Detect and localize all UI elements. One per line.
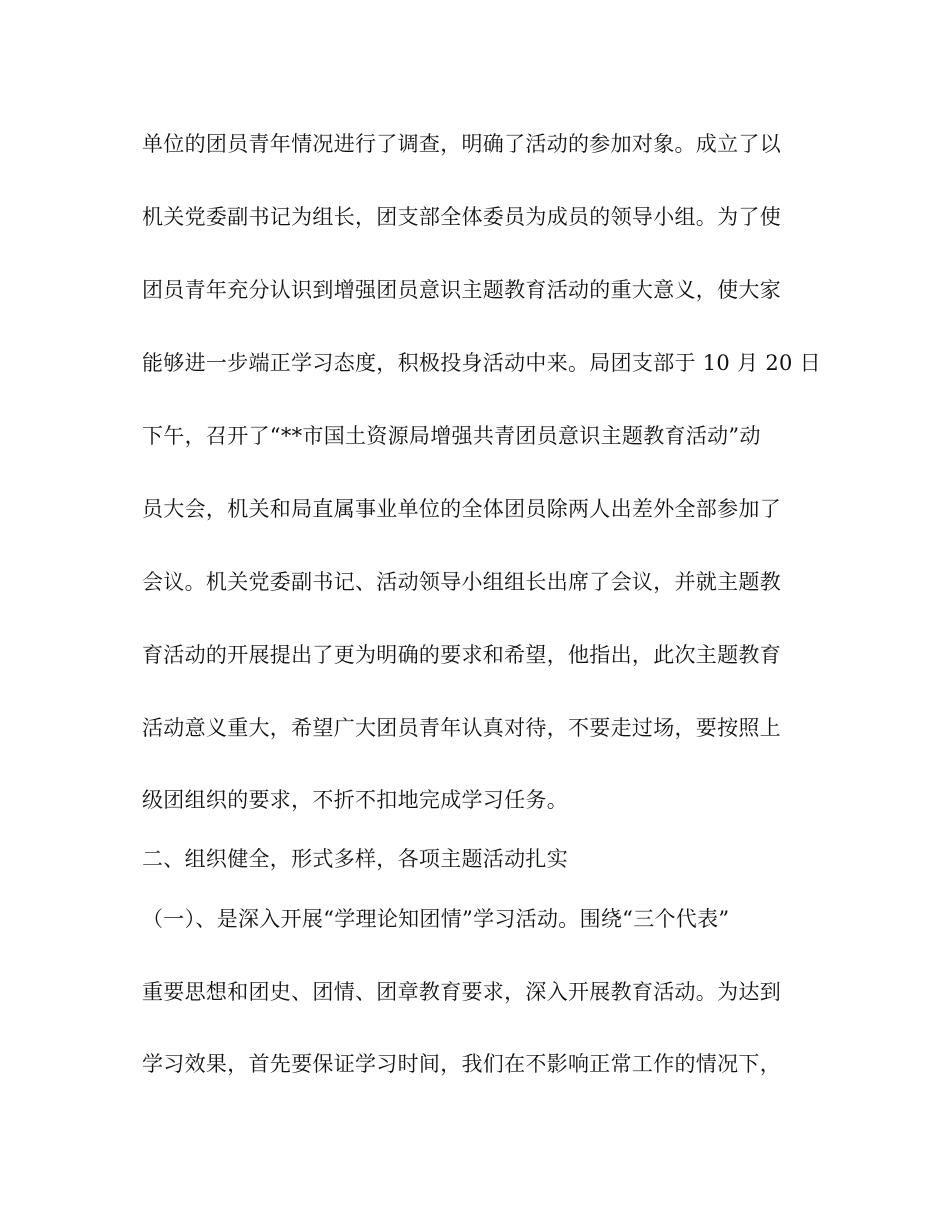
body-text-line: 级团组织的要求，不折不扣地完成学习任务。 — [142, 788, 568, 812]
body-text-line: 重要思想和团史、团情、团章教育要求，深入开展教育活动。为达到 — [142, 980, 781, 1004]
body-text-line: 团员青年充分认识到增强团员意识主题教育活动的重大意义，使大家 — [142, 278, 781, 302]
body-text-line: 机关党委副书记为组长，团支部全体委员为成员的领导小组。为了使 — [142, 205, 781, 229]
body-text-line: 活动意义重大，希望广大团员青年认真对待，不要走过场，要按照上 — [142, 716, 781, 740]
body-text-line: 能够进一步端正学习态度，积极投身活动中来。局团支部于 10 月 20 日 — [142, 351, 821, 375]
section-heading: 二、组织健全，形式多样，各项主题活动扎实 — [142, 847, 568, 871]
subsection-heading-line: （一）、是深入开展“学理论知团情”学习活动。围绕“三个代表” — [142, 907, 730, 931]
body-text-line: 单位的团员青年情况进行了调查，明确了活动的参加对象。成立了以 — [142, 132, 781, 156]
body-text-line: 会议。机关党委副书记、活动领导小组组长出席了会议，并就主题教 — [142, 570, 781, 594]
body-text-line: 员大会，机关和局直属事业单位的全体团员除两人出差外全部参加了 — [142, 497, 781, 521]
body-text-line: 学习效果，首先要保证学习时间，我们在不影响正常工作的情况下， — [142, 1052, 781, 1076]
body-text-line: 下午，召开了“**市国土资源局增强共青团员意识主题教育活动”动 — [142, 424, 761, 448]
body-text-line: 育活动的开展提出了更为明确的要求和希望，他指出，此次主题教育 — [142, 643, 781, 667]
